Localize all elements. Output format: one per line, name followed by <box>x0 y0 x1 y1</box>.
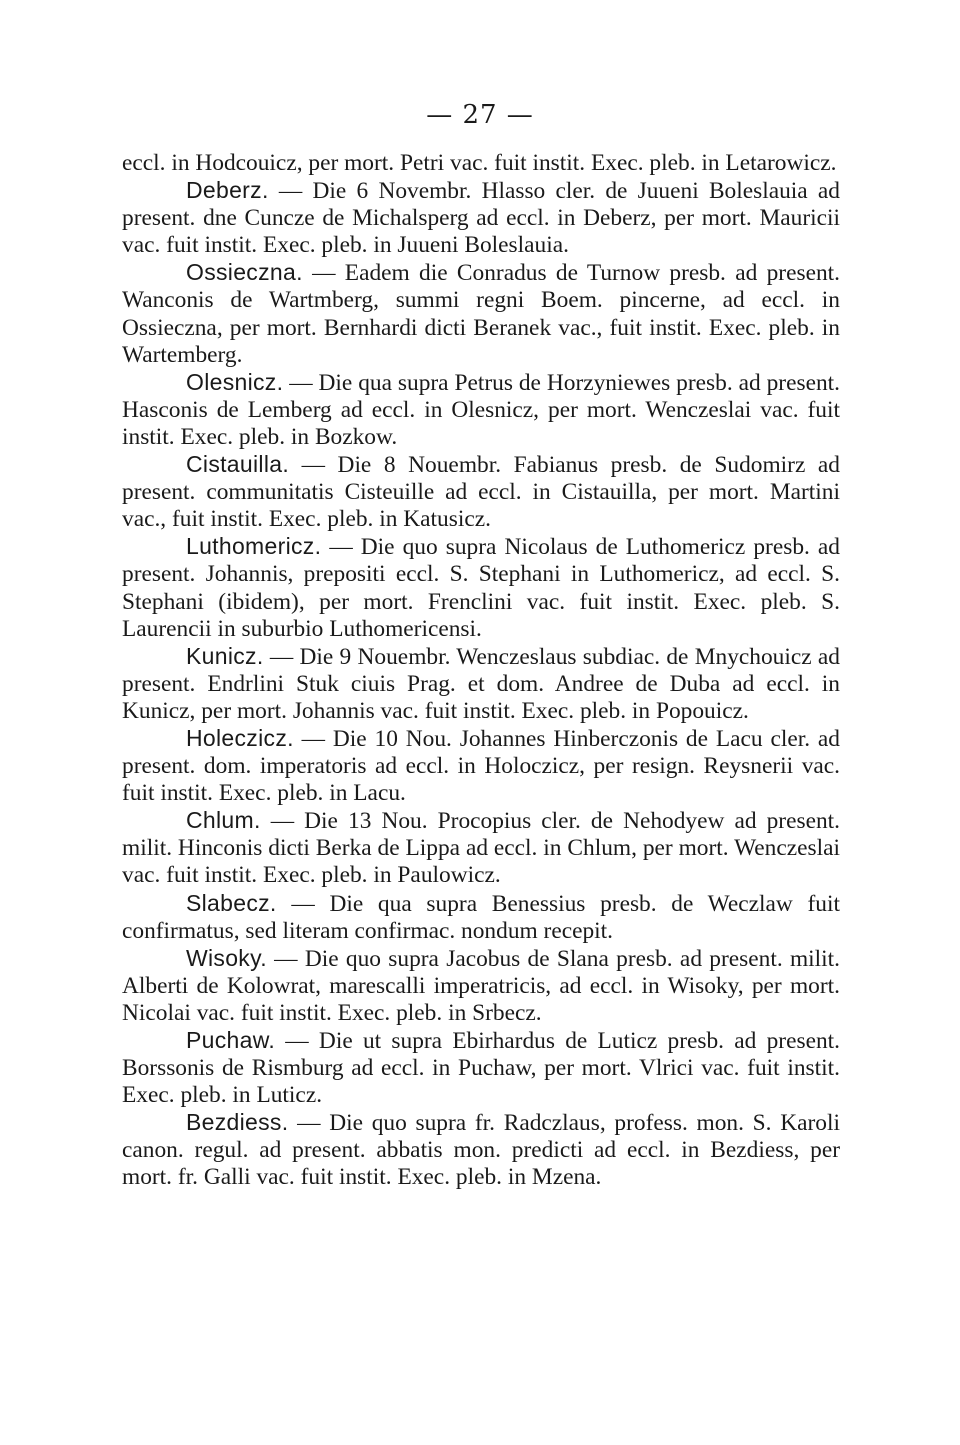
place-name: Bezdiess. <box>186 1109 289 1136</box>
entry-text: — Die quo supra Jacobus de Slana presb. ad present. milit. Alberti de Kolowrat, marescalli imperatricis, ad eccl. in Wisoky, per mort. Nicolai vac. fuit instit. Exec. pleb. in Srbecz. <box>122 945 840 1026</box>
place-name: Kunicz. <box>186 642 264 669</box>
entry-text: — Die 13 Nou. Procopius cler. de Nehodyew ad present. milit. Hinconis dicti Berka de Lippa ad eccl. in Chlum, per mort. Wenczeslai vac. fuit instit. Exec. pleb. in Paulowicz. <box>122 808 840 889</box>
text-body <box>122 150 840 1192</box>
place-name: Ossieczna. <box>186 259 303 286</box>
entry-text: — Die 10 Nou. Johannes Hinberczonis de Lacu cler. ad present. dom. imperatoris ad eccl. in Holoczicz, per resign. Reysnerii vac. fuit instit. Exec. pleb. in Lacu. <box>122 725 840 807</box>
entry-holeczicz <box>122 725 840 807</box>
entry-text: — Eadem die Conradus de Turnow presb. ad present. Wanconis de Wartmberg, summi regni Boem. pincerne, ad eccl. in Ossieczna, per mort. Bernhardi dicti Beranek vac., fuit instit. Exec. pleb. in Wartemberg. <box>122 260 840 368</box>
entry-text: — Die qua supra Petrus de Horzyniewes presb. ad present. Hasconis de Lemberg ad eccl. in Olesnicz, per mort. Wenczeslai vac. fuit instit. Exec. pleb. in Bozkow. <box>122 369 840 450</box>
place-name: Deberz. <box>186 177 269 204</box>
entry-text: — Die quo supra Nicolaus de Luthomericz presb. ad present. Johannis, prepositi eccl. S. Stephani in Luthomericz, ad eccl. S. Stephani (ibidem), per mort. Frenclini vac. fuit instit. Exec. pleb. S. Laurencii in suburbio Luthomericensi. <box>122 534 840 642</box>
entry-text: — Die 8 Nouembr. Fabianus presb. de Sudomirz ad present. communitatis Cisteuille ad eccl. in Cistauilla, per mort. Martini vac., fuit instit. Exec. pleb. in Katusicz. <box>122 452 840 533</box>
place-name: Cistauilla. <box>186 451 290 478</box>
place-name: Olesnicz. <box>186 368 284 395</box>
place-name: Holeczicz. <box>186 724 294 751</box>
place-name: Wisoky. <box>186 944 267 971</box>
entry-deberz <box>122 177 840 259</box>
entry-cistauilla <box>122 451 840 533</box>
entry-chlum <box>122 807 840 889</box>
entry-ossieczna <box>122 259 840 368</box>
entry-text: — Die 6 Novembr. Hlasso cler. de Juueni Boleslauia ad present. dne Cuncze de Michalsperg ad eccl. in Deberz, per mort. Mauricii vac. fuit instit. Exec. pleb. in Juueni Boleslauia. <box>122 178 840 259</box>
place-name: Luthomericz. <box>186 533 322 560</box>
place-name: Puchaw. <box>186 1027 276 1053</box>
entry-olesnicz <box>122 369 840 451</box>
entry-luthomericz <box>122 533 840 642</box>
entry-text: — Die 9 Nouembr. Wenczeslaus subdiac. de Mnychouicz ad present. Endrlini Stuk ciuis Prag. et dom. Andree de Duba ad eccl. in Kunicz, per mort. Johannis vac. fuit instit. Exec. pleb. in Popouicz. <box>122 643 840 724</box>
place-name: Slabecz. <box>186 889 277 916</box>
entry-bezdiess <box>122 1109 840 1191</box>
entry-kunicz <box>122 643 840 725</box>
entry-slabecz <box>122 890 840 945</box>
entry-wisoky <box>122 945 840 1027</box>
continuation-paragraph: eccl. in Hodcouicz, per mort. Petri vac. fuit instit. Exec. pleb. in Letarowicz. <box>122 150 837 176</box>
page-number: — 27 — <box>426 100 534 130</box>
entry-text: — Die quo supra fr. Radczlaus, profess. mon. S. Karoli canon. regul. ad present. abbatis mon. predicti ad eccl. in Bezdiess, per mort. fr. Galli vac. fuit instit. Exec. pleb. in Mzena. <box>122 1110 840 1191</box>
entry-text: — Die qua supra Benessius presb. de Weczlaw fuit confirmatus, sed literam confirmac. nondum recepit. <box>122 890 840 944</box>
entry-puchaw <box>122 1027 840 1109</box>
entry-text: — Die ut supra Ebirhardus de Luticz presb. ad present. Borssonis de Rismburg ad eccl. in Puchaw, per mort. Vlrici vac. fuit instit. Exec. pleb. in Luticz. <box>122 1028 840 1109</box>
place-name: Chlum. <box>186 807 261 834</box>
